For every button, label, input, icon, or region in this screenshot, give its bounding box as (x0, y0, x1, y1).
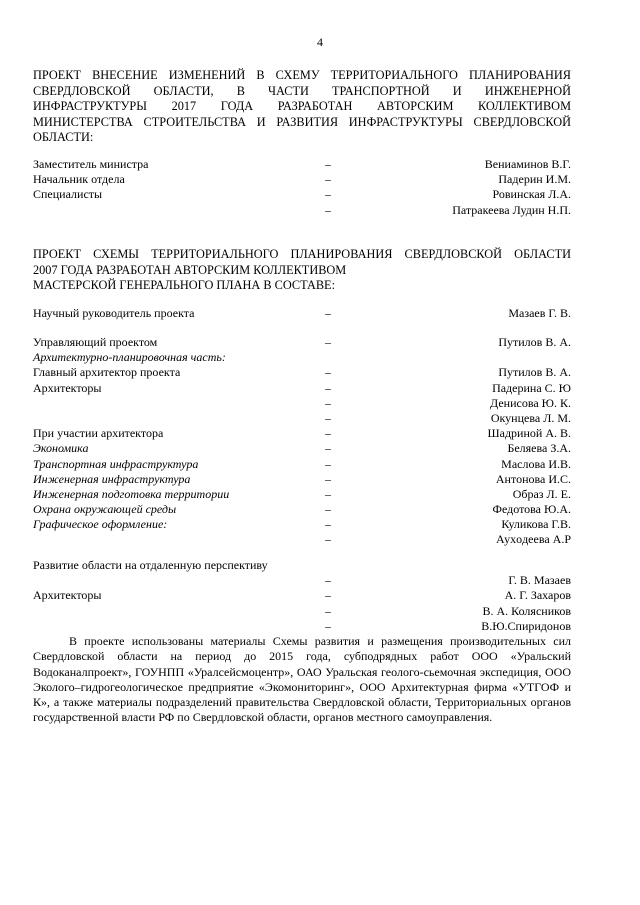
staff-name: Маслова И.В. (501, 456, 571, 471)
staff-dash: – (325, 456, 331, 471)
staff-row (33, 172, 571, 187)
staff-dash: – (325, 365, 331, 380)
section1-staff-list (33, 157, 571, 218)
staff-row (33, 187, 571, 202)
staff-name: Шадриной А. В. (487, 426, 571, 441)
heading-line: ПРОЕКТ СХЕМЫ ТЕРРИТОРИАЛЬНОГО ПЛАНИРОВАНИЯ СВЕРДЛОВСКОЙ ОБЛАСТИ (33, 247, 571, 261)
staff-role: Главный архитектор проекта (33, 365, 181, 380)
staff-dash: – (325, 202, 331, 217)
staff-name: Патракеева Лудин Н.П. (452, 202, 571, 217)
staff-name: Куликова Г.В. (501, 517, 571, 532)
staff-dash: – (325, 603, 331, 618)
staff-dash: – (325, 395, 331, 410)
staff-row (33, 457, 571, 472)
staff-dash: – (325, 157, 331, 171)
staff-dash: – (325, 335, 331, 349)
staff-name: Вениаминов В.Г. (484, 157, 571, 171)
staff-dash: – (325, 588, 331, 603)
staff-role: Инженерная инфраструктура (33, 471, 191, 486)
staff-dash: – (325, 187, 331, 202)
staff-name: Беляева З.А. (507, 441, 571, 456)
staff-name: Путилов В. А. (498, 365, 571, 380)
staff-name: Падерин И.М. (498, 172, 571, 187)
staff-row (33, 381, 571, 396)
staff-role: Архитекторы (33, 380, 102, 395)
staff-row (33, 203, 571, 218)
staff-row (33, 350, 571, 365)
staff-dash: – (325, 471, 331, 486)
staff-name: В.Ю.Спиридонов (481, 618, 571, 633)
staff-dash: – (325, 502, 331, 517)
staff-dash: – (325, 486, 331, 501)
heading-line: 2007 ГОДА РАЗРАБОТАН АВТОРСКИМ КОЛЛЕКТИВОМ (33, 262, 347, 277)
staff-role: Развитие области на отдаленную перспективу (33, 558, 268, 572)
staff-role: Архитекторы (33, 588, 102, 603)
staff-role: Научный руководитель проекта (33, 306, 195, 320)
staff-row (33, 532, 571, 547)
heading-line: ИНФРАСТРУКТУРЫ 2017 ГОДА РАЗРАБОТАН АВТОРСКИМ КОЛЛЕКТИВОМ (33, 99, 571, 113)
staff-dash: – (325, 573, 331, 588)
staff-row (33, 396, 571, 411)
staff-name: Окунцева Л. М. (490, 410, 571, 425)
staff-name: Падерина С. Ю (492, 380, 571, 395)
section2-staff-list (33, 335, 571, 548)
staff-dash: – (325, 441, 331, 456)
staff-role: Транспортная инфраструктура (33, 456, 199, 471)
staff-row (33, 365, 571, 380)
section2-lead-list (33, 306, 571, 321)
section2-heading (33, 247, 571, 294)
staff-row (33, 502, 571, 517)
staff-name: Г. В. Мазаев (508, 573, 571, 588)
staff-dash: – (325, 172, 331, 187)
staff-row (33, 157, 571, 172)
staff-role: Специалисты (33, 187, 103, 202)
staff-row (33, 306, 571, 321)
staff-row (33, 335, 571, 350)
staff-dash: – (325, 532, 331, 547)
staff-role: Графическое оформление: (33, 517, 168, 532)
staff-dash: – (325, 306, 331, 320)
staff-dash: – (325, 426, 331, 441)
staff-role: Начальник отдела (33, 172, 125, 187)
staff-role: Экономика (33, 441, 89, 456)
staff-name: Аухoдеева А.Р (496, 532, 571, 547)
staff-row (33, 558, 571, 573)
staff-name: Федотова Ю.А. (492, 502, 571, 517)
heading-line: СВЕРДЛОВСКОЙ ОБЛАСТИ, В ЧАСТИ ТРАНСПОРТНОЙ И ИНЖЕНЕРНОЙ (33, 83, 571, 98)
heading-line: ОБЛАСТИ: (33, 130, 94, 144)
staff-name: Образ Л. Е. (512, 486, 571, 501)
staff-dash: – (325, 618, 331, 633)
staff-role: Инженерная подготовка территории (33, 486, 230, 501)
staff-role: Архитектурно-планировочная часть: (33, 350, 226, 365)
staff-row (33, 619, 571, 634)
staff-role: Охрана окружающей среды (33, 502, 177, 517)
staff-name: В. А. Колясников (482, 603, 571, 618)
staff-row (33, 588, 571, 603)
staff-name: Денисова Ю. К. (490, 395, 571, 410)
staff-name: Путилов В. А. (498, 335, 571, 349)
staff-row (33, 426, 571, 441)
staff-row (33, 411, 571, 426)
staff-dash: – (325, 380, 331, 395)
section1-heading (33, 68, 571, 146)
staff-row (33, 441, 571, 456)
staff-name: А. Г. Захаров (504, 588, 571, 603)
staff-row (33, 517, 571, 532)
staff-dash: – (325, 410, 331, 425)
staff-row (33, 487, 571, 502)
section2-perspective-list (33, 558, 571, 634)
heading-line: МИНИСТЕРСТВА СТРОИТЕЛЬСТВА И РАЗВИТИЯ ИНФРАСТРУКТУРЫ СВЕРДЛОВСКОЙ (33, 114, 571, 129)
staff-name: Ровинская Л.А. (492, 187, 571, 202)
staff-role: При участии архитектора (33, 426, 164, 441)
staff-row (33, 573, 571, 588)
staff-role: Заместитель министра (33, 157, 149, 171)
staff-name: Мазаев Г. В. (508, 306, 571, 320)
staff-row (33, 472, 571, 487)
heading-line: ПРОЕКТ ВНЕСЕНИЕ ИЗМЕНЕНИЙ В СХЕМУ ТЕРРИТОРИАЛЬНОГО ПЛАНИРОВАНИЯ (33, 68, 571, 82)
staff-row (33, 604, 571, 619)
heading-line: МАСТЕРСКОЙ ГЕНЕРАЛЬНОГО ПЛАНА В СОСТАВЕ: (33, 278, 335, 292)
staff-name: Антонова И.С. (495, 471, 571, 486)
closing-paragraph: В проекте использованы материалы Схемы развития и размещения производительных сил Свердловской области на период до 2015 года, субподрядных работ ООО «Уральский Водоканалпроект», ГОУНПП «Уралсейсмоцентр», ОАО Уральская геолого-сьемочная экспедиция, ООО Эколого–гидрогеологическое предприятие «Экомониторинг», ООО Архитектурная фирма «УТГОФ и К», а также материалы подразделений правительства Свердловской области, Территориальных органов государственной власти РФ по Свердловской области, органов местного самоуправления. (33, 634, 571, 725)
page-number: 4 (317, 35, 323, 49)
staff-role: Управляющий проектом (33, 335, 158, 349)
staff-dash: – (325, 517, 331, 532)
